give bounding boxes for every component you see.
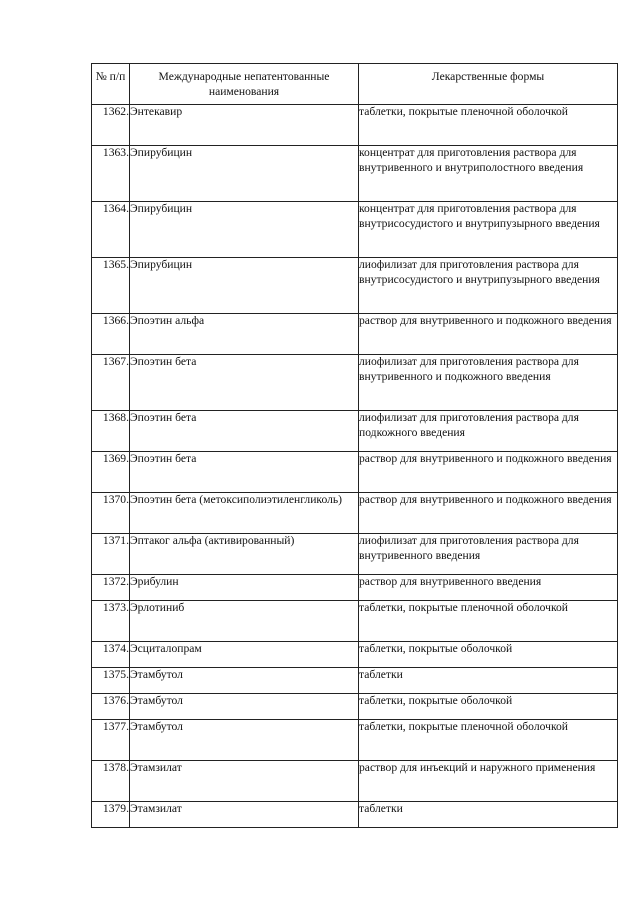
row-name: Эпирубицин: [130, 146, 359, 202]
row-form: раствор для инъекций и наружного применения: [359, 761, 618, 802]
row-name: Эпирубицин: [130, 258, 359, 314]
row-form: таблетки: [359, 802, 618, 828]
medication-table: [91, 63, 618, 828]
table-row: [92, 694, 618, 720]
row-name: Эпоэтин бета: [130, 355, 359, 411]
row-form: лиофилизат для приготовления раствора для внутривенного и подкожного введения: [359, 355, 618, 411]
row-number: 1374.: [92, 642, 130, 668]
row-name: Эпоэтин альфа: [130, 314, 359, 355]
header-number: № п/п: [92, 64, 130, 105]
row-form: лиофилизат для приготовления раствора для подкожного введения: [359, 411, 618, 452]
row-name: Эсциталопрам: [130, 642, 359, 668]
table-row: [92, 575, 618, 601]
table-row: [92, 601, 618, 642]
row-number: 1373.: [92, 601, 130, 642]
row-form: таблетки, покрытые оболочкой: [359, 694, 618, 720]
table-row: [92, 105, 618, 146]
row-name: Эпоэтин бета: [130, 411, 359, 452]
row-number: 1376.: [92, 694, 130, 720]
row-form: таблетки: [359, 668, 618, 694]
row-name: Этамзилат: [130, 802, 359, 828]
table-row: [92, 411, 618, 452]
header-name: Международные непатентованные наименования: [130, 64, 359, 105]
table-row: [92, 642, 618, 668]
row-form: таблетки, покрытые пленочной оболочкой: [359, 105, 618, 146]
row-number: 1372.: [92, 575, 130, 601]
row-form: раствор для внутривенного введения: [359, 575, 618, 601]
row-number: 1370.: [92, 493, 130, 534]
row-form: таблетки, покрытые пленочной оболочкой: [359, 601, 618, 642]
table-row: [92, 202, 618, 258]
row-form: лиофилизат для приготовления раствора для внутрисосудистого и внутрипузырного введения: [359, 258, 618, 314]
row-name: Этамбутол: [130, 720, 359, 761]
table-header-row: [92, 64, 618, 105]
table-row: [92, 668, 618, 694]
row-form: таблетки, покрытые оболочкой: [359, 642, 618, 668]
row-name: Этамбутол: [130, 694, 359, 720]
table-row: [92, 146, 618, 202]
row-form: концентрат для приготовления раствора для внутривенного и внутриполостного введения: [359, 146, 618, 202]
row-form: раствор для внутривенного и подкожного введения: [359, 452, 618, 493]
header-form: Лекарственные формы: [359, 64, 618, 105]
row-name: Энтекавир: [130, 105, 359, 146]
row-number: 1369.: [92, 452, 130, 493]
row-number: 1366.: [92, 314, 130, 355]
row-name: Эрибулин: [130, 575, 359, 601]
row-number: 1378.: [92, 761, 130, 802]
table-row: [92, 493, 618, 534]
row-name: Эрлотиниб: [130, 601, 359, 642]
row-name: Этамзилат: [130, 761, 359, 802]
table-row: [92, 452, 618, 493]
row-form: таблетки, покрытые пленочной оболочкой: [359, 720, 618, 761]
table-row: [92, 355, 618, 411]
row-name: Эпирубицин: [130, 202, 359, 258]
row-form: раствор для внутривенного и подкожного введения: [359, 493, 618, 534]
table-row: [92, 534, 618, 575]
row-number: 1371.: [92, 534, 130, 575]
table-row: [92, 258, 618, 314]
row-number: 1375.: [92, 668, 130, 694]
row-number: 1367.: [92, 355, 130, 411]
table-row: [92, 720, 618, 761]
row-number: 1377.: [92, 720, 130, 761]
row-number: 1365.: [92, 258, 130, 314]
row-name: Эптаког альфа (активированный): [130, 534, 359, 575]
row-name: Эпоэтин бета (метоксиполиэтиленгликоль): [130, 493, 359, 534]
table-row: [92, 761, 618, 802]
row-number: 1379.: [92, 802, 130, 828]
table-row: [92, 314, 618, 355]
row-number: 1364.: [92, 202, 130, 258]
row-number: 1368.: [92, 411, 130, 452]
row-name: Этамбутол: [130, 668, 359, 694]
row-form: концентрат для приготовления раствора для внутрисосудистого и внутрипузырного введения: [359, 202, 618, 258]
row-number: 1362.: [92, 105, 130, 146]
table-row: [92, 802, 618, 828]
row-name: Эпоэтин бета: [130, 452, 359, 493]
row-form: раствор для внутривенного и подкожного введения: [359, 314, 618, 355]
row-form: лиофилизат для приготовления раствора для внутривенного введения: [359, 534, 618, 575]
row-number: 1363.: [92, 146, 130, 202]
